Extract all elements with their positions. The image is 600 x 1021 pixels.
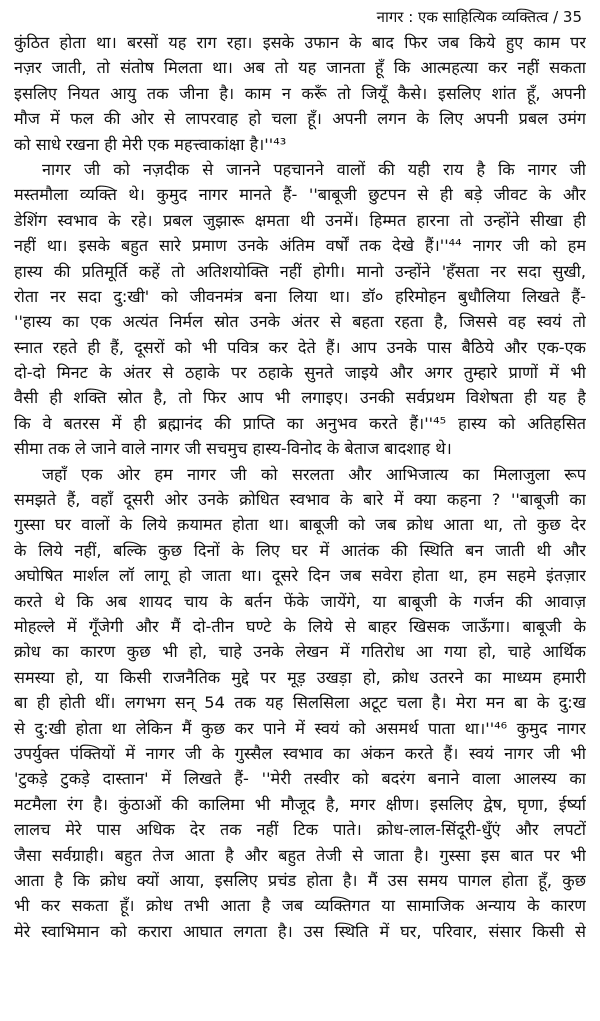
text-line: नागर जी को नज़दीक से जानने पहचानने वालों की यही राय है कि नागर जी <box>42 159 586 179</box>
text-line: मौज में फल की ओर से लापरवाह हो चला हूँ। अपनी लगन के लिए अपनी प्रबल उमंग <box>14 109 586 129</box>
text-line: स्नात रहते ही हैं, दूसरों को भी पवित्र कर देते हैं। आप उनके पास बैठिये और एक-एक <box>14 337 586 357</box>
text-line: क्रोध का कारण कुछ भी हो, चाहे उनके लेखन में गतिरोध आ गया हो, चाहे आर्थिक <box>14 642 586 662</box>
running-header: नागर : एक साहित्यिक व्यक्तित्व / 35 <box>376 8 582 26</box>
text-line: कुंठित होता था। बरसों यह राग रहा। इसके उफान के बाद फिर जब किये हुए काम पर <box>14 33 586 52</box>
text-line: लालच मेरे पास अधिक देर तक नहीं टिक पाते। क्रोध-लाल-सिंदूरी-धुँएं और लपटों <box>14 820 586 840</box>
text-line: ''हास्य का एक अत्यंत निर्मल स्रोत उनके अंतर से बहता रहता है, जिससे वह स्वयं तो <box>14 312 586 332</box>
text-line: करते थे कि अब शायद चाय के बर्तन फेंके जायेंगे, या बाबूजी के गर्जन की आवाज़ <box>14 591 586 611</box>
text-line: बा ही होती थीं। लगभग सन् 54 तक यह सिलसिला अटूट चला है। मेरा मन बा के दु:ख <box>14 693 586 713</box>
text-line: नहीं था। इसके बहुत सारे प्रमाण उनके अंतिम वर्षों तक देखे हैं।''⁴⁴ नागर जी को हम <box>14 236 586 256</box>
text-line: गुस्सा घर वालों के लिये क़यामत होता था। बाबूजी को जब क्रोध आता था, तो कुछ देर <box>14 515 586 535</box>
text-line: भी कर सकता हूँ। क्रोध तभी आता है जब व्यक्तिगत या सामाजिक अन्याय के कारण <box>14 896 586 916</box>
text-line: से दु:खी होता था लेकिन मैं कुछ कर पाने में स्वयं को असमर्थ पाता था।''⁴⁶ कुमुद नागर <box>14 718 586 738</box>
body-text <box>14 30 586 944</box>
text-line: हास्य की प्रतिमूर्ति कहें तो अतिशयोक्ति नहीं होगी। मानो उन्होंने 'हँसता नर सदा सुखी, <box>14 261 586 281</box>
text-line: वैसी ही शक्ति स्रोत है, तो फिर आप भी लगाइए। उनकी सर्वप्रथम विशेषता ही यह है <box>14 388 586 408</box>
paragraph-2 <box>14 157 586 462</box>
text-line: मस्तमौला व्यक्ति थे। कुमुद नागर मानते हैं- ''बाबूजी छुटपन से ही बड़े जीवट के और <box>14 185 586 205</box>
text-line: समझते हैं, वहाँ दूसरी ओर उनके क्रोधित स्वभाव के बारे में क्या कहना ? ''बाबूजी का <box>14 490 586 510</box>
text-line: रोता नर सदा दु:खी' को जीवनमंत्र बना लिया था। डॉ० हरिमोहन बुधौलिया लिखते हैं- <box>14 286 586 306</box>
text-line: दो-दो मिनट के अंतर से ठहाके पर ठहाके सुनते जाइये और अगर तुम्हारे प्राणों में भी <box>14 363 586 383</box>
text-line: समस्या हो, या किसी राजनैतिक मुद्दे पर मूड़ उखड़ा हो, क्रोध उतरने का माध्यम हमारी <box>14 667 586 687</box>
text-line: आता है कि क्रोध क्यों आया, इसलिए प्रचंड होता है। मैं उस समय पागल होता हूँ, कुछ <box>14 870 586 890</box>
text-line: अघोषित मार्शल लॉ लागू हो जाता था। दूसरे दिन जब सवेरा होता था, हम सहमे इंतज़ार <box>14 566 586 586</box>
text-line: 'टुकड़े टुकड़े दास्तान' में लिखते हैं- ''मेरी तस्वीर को बदरंग बनाने वाला आलस्य का <box>14 769 586 789</box>
paragraph-3 <box>14 462 586 944</box>
paragraph-1 <box>14 30 586 157</box>
text-line: डेशिंग स्वभाव के रहे। प्रबल जुझारू क्षमता थी उनमें। हिम्मत हारना तो उन्होंने सीखा ही <box>14 210 586 230</box>
text-line: जैसा सर्वग्राही। बहुत तेज आता है और बहुत तेजी से जाता है। गुस्सा इस बात पर भी <box>14 845 586 865</box>
text-line: कि वे बतरस में ही ब्रह्मानंद की प्राप्ति का अनुभव करते हैं।''⁴⁵ हास्य को अतिहसित <box>14 413 586 433</box>
text-line: उपर्युक्त पंक्तियों में नागर जी के गुस्सैल स्वभाव का अंकन करते हैं। स्वयं नागर जी भी <box>14 743 586 763</box>
text-line: सीमा तक ले जाने वाले नागर जी सचमुच हास्य-विनोद के बेताज बादशाह थे। <box>14 439 452 459</box>
text-line: के लिये नहीं, बल्कि कुछ दिनों के लिए घर में आतंक की स्थिति बन जाती थी और <box>14 540 586 560</box>
text-line: मटमैला रंग है। कुंठाओं की कालिमा भी मौजूद है, मगर क्षीण। इसलिए द्वेष, घृणा, ईर्ष्या <box>14 794 586 814</box>
text-line: जहाँ एक ओर हम नागर जी को सरलता और आभिजात्य का मिलाजुला रूप <box>42 464 586 484</box>
text-line: इसलिए नियत आयु तक जीना है। काम न करूँ तो जियूँ कैसे। इसलिए शांत हूँ, अपनी <box>14 83 586 103</box>
text-line: मेरे स्वाभिमान को करारा आघात लगता है। उस स्थिति में घर, परिवार, संसार किसी से <box>14 921 586 941</box>
text-line: मोहल्ले में गूँजेगी और मैं दो-तीन घण्टे के लिये से बाहर खिसक जाऊँगा। बाबूजी के <box>14 616 586 636</box>
text-line: को साधे रखना ही मेरी एक महत्त्वाकांक्षा है।''⁴³ <box>14 134 287 154</box>
text-line: नज़र जाती, तो संतोष मिलता था। अब तो यह जानता हूँ कि आत्महत्या कर नहीं सकता <box>14 58 586 78</box>
